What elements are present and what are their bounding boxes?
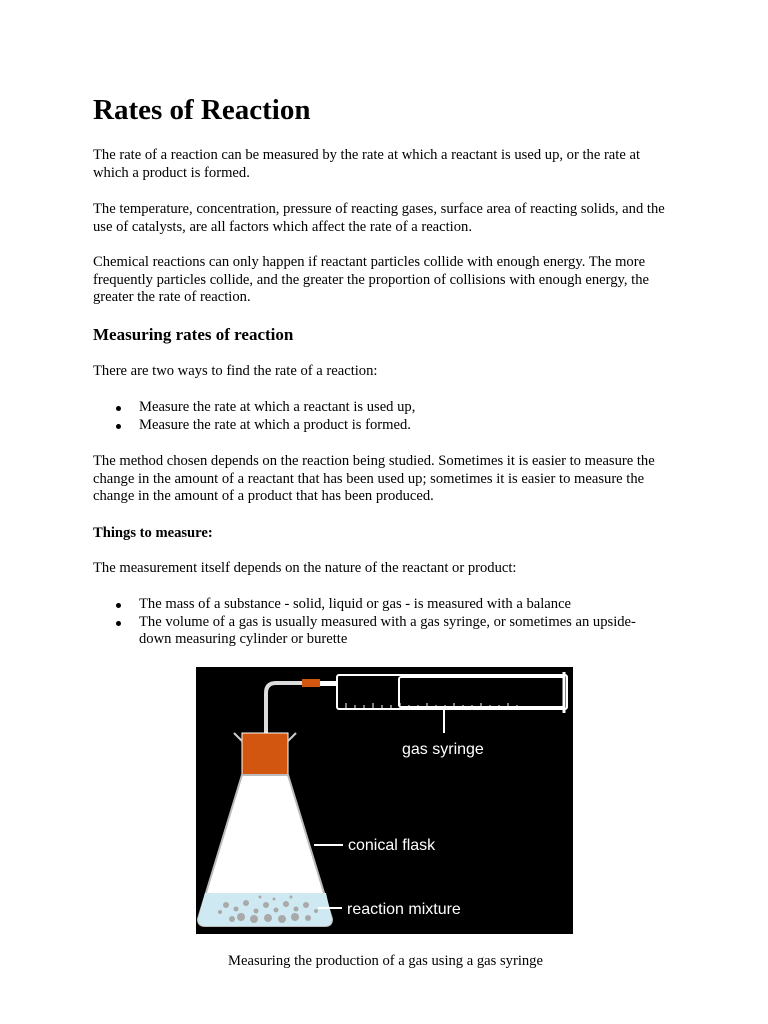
reaction-liquid: [198, 893, 332, 926]
page-title: Rates of Reaction: [93, 94, 311, 126]
list-item: The volume of a gas is usually measured with a gas syringe, or sometimes an upside-down measuring cylinder or burette: [93, 614, 678, 649]
syringe-nozzle: [320, 681, 337, 686]
method-paragraph: The method chosen depends on the reaction being studied. Sometimes it is easier to measure the change in the amount of a reactant that has been used up; sometimes it is easier to measure the change in the amount of a product that has been produced.: [93, 453, 655, 505]
flask-bung: [242, 733, 288, 775]
list-item: Measure the rate at which a product is formed.: [93, 417, 678, 435]
syringe-connector: [302, 679, 320, 687]
intro-paragraph-3: Chemical reactions can only happen if reactant particles collide with enough energy. The more frequently particles collide, and the greater the proportion of collisions with enough energy, the greater the rate of reaction.: [93, 254, 650, 306]
bung-rim-left: [234, 733, 242, 741]
things-heading: Things to measure:: [93, 525, 213, 541]
figure-caption: Measuring the production of a gas using a gas syringe: [228, 953, 543, 969]
things-list: [93, 596, 678, 649]
gas-syringe-diagram: [196, 667, 573, 934]
intro-paragraph-2: The temperature, concentration, pressure of reacting gases, surface area of reacting solids, and the use of catalysts, are all factors which affect the rate of a reaction.: [93, 201, 665, 235]
section-lead: There are two ways to find the rate of a reaction:: [93, 363, 378, 379]
flask-label: conical flask: [348, 837, 436, 854]
syringe-plunger: [399, 677, 564, 707]
mixture-label: reaction mixture: [347, 901, 461, 918]
syringe-label: gas syringe: [402, 741, 484, 758]
document-page: [93, 92, 678, 969]
diagram-svg: [196, 667, 573, 934]
syringe-barrel: [337, 675, 567, 709]
list-item: The mass of a substance - solid, liquid or gas - is measured with a balance: [93, 596, 678, 614]
bung-rim-right: [288, 733, 296, 741]
things-lead: The measurement itself depends on the nature of the reactant or product:: [93, 560, 517, 576]
list-item: Measure the rate at which a reactant is used up,: [93, 399, 678, 417]
section-heading: Measuring rates of reaction: [93, 325, 294, 344]
ways-list: [93, 399, 678, 434]
intro-paragraph-1: The rate of a reaction can be measured by the rate at which a reactant is used up, or the rate at which a product is formed.: [93, 147, 641, 181]
